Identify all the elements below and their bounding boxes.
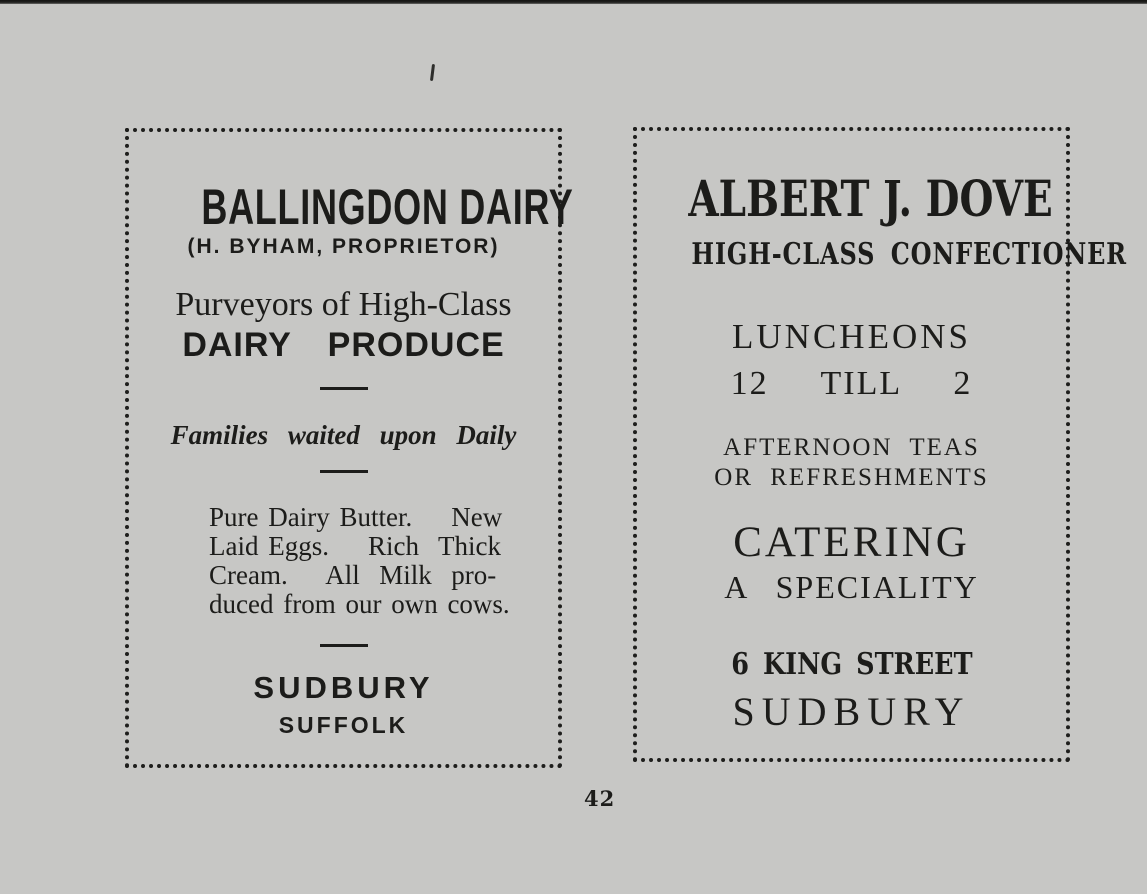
ad-title-text: ALBERT J. DOVE <box>688 169 1053 228</box>
ad-body-line: Laid Eggs. Rich Thick <box>209 531 501 561</box>
ad-hours-line: 12 TILL 2 <box>730 365 973 402</box>
divider-rule <box>320 387 368 390</box>
ad-catering-line: CATERING <box>733 519 970 566</box>
ad-body-line: duced from our own cows. <box>209 589 510 619</box>
ad-subtitle-text: HIGH-CLASS CONFECTIONER <box>691 237 1127 272</box>
scan-top-edge <box>0 0 1147 4</box>
ad-body-paragraph <box>129 503 558 619</box>
ballingdon-dairy-ad <box>125 128 574 768</box>
ad-title <box>129 179 574 235</box>
ad-title-text: BALLINGDON DAIRY <box>201 179 574 235</box>
ad-speciality-line: A SPECIALITY <box>724 569 979 605</box>
ad-address-text: 6 KING STREET <box>730 647 973 682</box>
divider-rule <box>320 470 368 473</box>
albert-dove-ad <box>633 127 1127 762</box>
ad-body-line: Pure Dairy Butter. New <box>209 502 503 532</box>
ad-luncheons-line: LUNCHEONS <box>732 317 971 356</box>
divider-rule <box>320 644 368 647</box>
ad-produce-line: DAIRY PRODUCE <box>182 326 505 364</box>
ink-mark <box>430 64 435 81</box>
ad-body-line: Cream. All Milk pro- <box>209 560 497 590</box>
page-number: 42 <box>584 786 616 811</box>
ad-purveyors-line: Purveyors of High-Class <box>175 286 512 323</box>
ad-teas-line2: OR REFRESHMENTS <box>714 464 989 491</box>
ad-proprietor: (H. BYHAM, PROPRIETOR) <box>187 235 500 258</box>
ad-town: SUDBURY <box>253 670 434 705</box>
ad-address <box>637 648 1066 682</box>
ad-tagline: Families waited upon Daily <box>170 420 517 450</box>
ad-county: SUFFOLK <box>278 712 409 738</box>
ad-teas-line1: AFTERNOON TEAS <box>723 434 980 461</box>
ad-title <box>637 171 1066 227</box>
ad-town: SUDBURY <box>732 689 971 734</box>
ad-subtitle <box>637 237 1127 272</box>
